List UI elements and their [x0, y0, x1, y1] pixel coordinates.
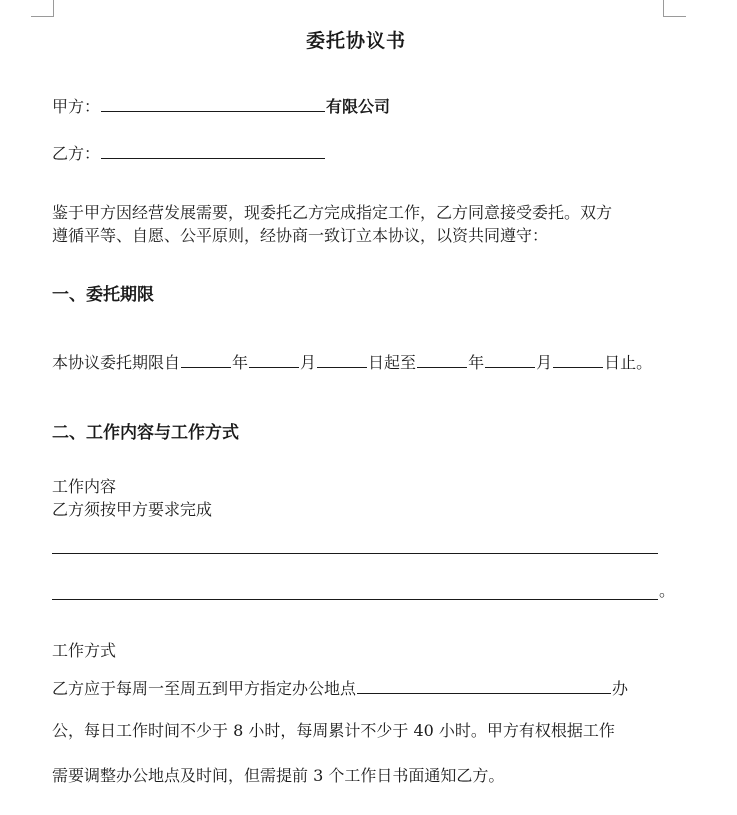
work-method-line-1 [52, 676, 628, 700]
work-content-end-period: 。 [659, 581, 676, 600]
work-method-label: 工作方式 [52, 641, 117, 660]
party-a-suffix: 有限公司 [326, 97, 391, 116]
work-method-suffix: 办 [612, 679, 629, 698]
end-month-label: 月 [536, 353, 553, 372]
start-day-blank[interactable] [317, 350, 367, 368]
start-month-blank[interactable] [249, 350, 299, 368]
work-content-text: 乙方须按甲方要求完成 [52, 500, 213, 519]
party-a-label: 甲方： [52, 97, 101, 116]
start-year-label: 年 [232, 353, 249, 372]
section-2-heading: 二、工作内容与工作方式 [52, 423, 239, 443]
start-year-blank[interactable] [181, 350, 231, 368]
work-method-line-2: 公，每日工作时间不少于 8 小时，每周累计不少于 40 小时。甲方有权根据工作 [52, 721, 615, 740]
office-location-blank[interactable] [357, 676, 611, 694]
end-month-blank[interactable] [485, 350, 535, 368]
end-year-blank[interactable] [417, 350, 467, 368]
section-1-heading: 一、委托期限 [52, 285, 154, 305]
page-corner-marker-right [663, 0, 686, 17]
work-content-blank-line-2[interactable] [52, 599, 658, 600]
end-year-label: 年 [468, 353, 485, 372]
work-method-prefix: 乙方应于每周一至周五到甲方指定办公地点 [52, 679, 357, 698]
work-method-line-3: 需要调整办公地点及时间，但需提前 3 个工作日书面通知乙方。 [52, 766, 505, 785]
document-title: 委托协议书 [305, 30, 406, 52]
start-day-label: 日起至 [368, 353, 417, 372]
end-day-blank[interactable] [553, 350, 603, 368]
start-month-label: 月 [300, 353, 317, 372]
party-b-label: 乙方： [52, 144, 101, 163]
work-content-blank-line-1[interactable] [52, 553, 658, 554]
end-day-label: 日止。 [604, 353, 653, 372]
party-b-line [52, 141, 326, 165]
work-content-label: 工作内容 [52, 477, 117, 496]
term-prefix: 本协议委托期限自 [52, 353, 181, 372]
page-corner-marker-left [31, 0, 54, 17]
preamble-line-1: 鉴于甲方因经营发展需要，现委托乙方完成指定工作，乙方同意接受委托。双方 [52, 203, 613, 222]
term-line [52, 350, 652, 374]
preamble-line-2: 遵循平等、自愿、公平原则，经协商一致订立本协议，以资共同遵守： [52, 226, 549, 245]
party-a-line [52, 94, 390, 118]
party-a-name-blank[interactable] [101, 94, 325, 112]
party-b-name-blank[interactable] [101, 141, 325, 159]
